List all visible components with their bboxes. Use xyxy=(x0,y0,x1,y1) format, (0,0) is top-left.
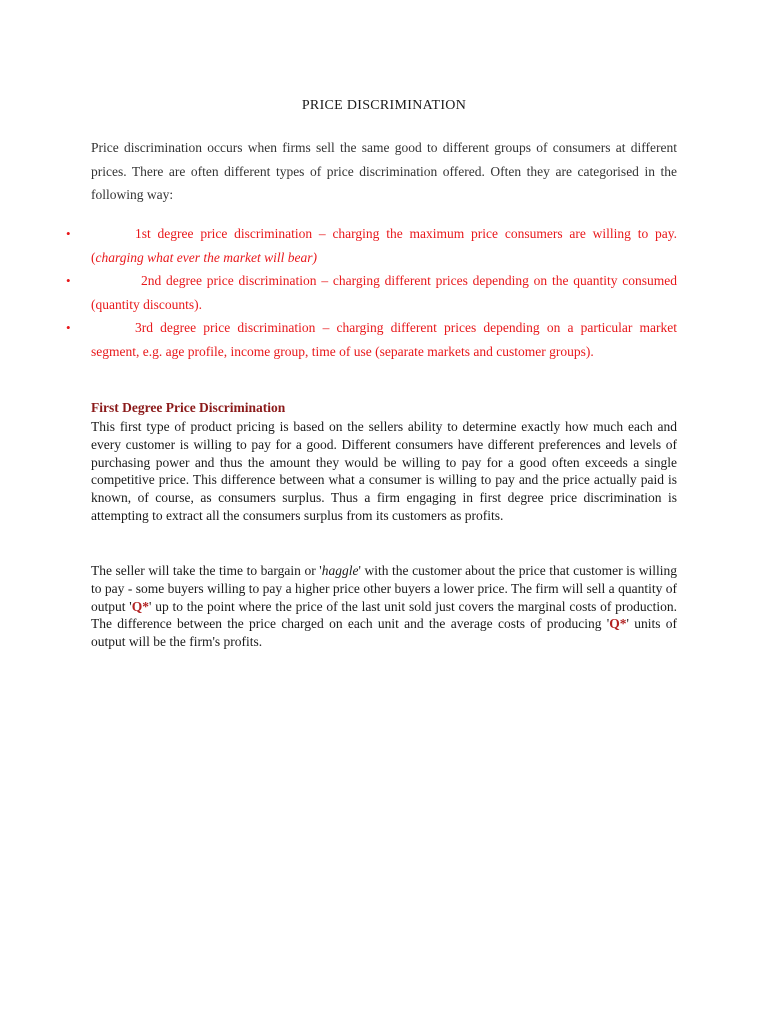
haggle-paragraph-part3: ' up to the point where the price of the last unit sold just covers the marginal costs of production. The difference between the price charged on each unit and the average costs of producing ' xyxy=(91,598,677,632)
haggle-paragraph-part2: ' with the customer about the price that customer is willing to pay - some buyers willing to pay a higher price other buyers a lower price. The firm will sell a quantity of output ' xyxy=(91,563,677,614)
bullet-icon: • xyxy=(66,320,71,335)
haggle-paragraph-part4: ' units of output will be the firm's profits. xyxy=(91,616,678,650)
q-star-label: Q* xyxy=(131,598,149,614)
bullet-icon: • xyxy=(66,226,71,241)
list-item-second-degree xyxy=(66,269,677,316)
third-degree-text: 3rd degree price discrimination – charging different prices depending on a particular market segment, e.g. age profile, income group, time of use (separate markets and customer groups). xyxy=(91,320,677,359)
q-star-label: Q* xyxy=(609,616,627,632)
first-degree-text: 1st degree price discrimination – charging the maximum price consumers are willing to pay. ( xyxy=(91,226,677,265)
haggle-paragraph-part1: The seller will take the time to bargain or ' xyxy=(91,563,322,578)
document-title: PRICE DISCRIMINATION xyxy=(301,98,467,113)
section-heading: First Degree Price Discrimination xyxy=(91,400,286,415)
intro-paragraph: Price discrimination occurs when firms sell the same good to different groups of consumers at different prices. There are often different types of price discrimination offered. Often they are categorised in the following way: xyxy=(91,140,677,202)
first-degree-italic-note: charging what ever the market will bear) xyxy=(95,249,317,265)
list-item-first-degree xyxy=(66,222,677,269)
bullet-icon: • xyxy=(66,273,71,288)
haggle-word: haggle xyxy=(321,563,359,578)
haggle-paragraph xyxy=(91,562,677,651)
list-item-third-degree xyxy=(66,316,677,363)
second-degree-text: 2nd degree price discrimination – charging different prices depending on the quantity consumed (quantity discounts). xyxy=(91,273,677,312)
first-degree-paragraph: This first type of product pricing is based on the sellers ability to determine exactly how much each and every customer is willing to pay for a good. Different consumers have different preferences and levels of purchasing power and thus the amount they would be willing to pay for a good often exceeds a single competitive price. This difference between what a consumer is willing to pay and the price actually paid is known, of course, as consumers surplus. Thus a firm engaging in first degree price discrimination is attempting to extract all the consumers surplus from its customers as profits. xyxy=(91,419,677,523)
price-discrimination-types-list xyxy=(66,222,677,363)
